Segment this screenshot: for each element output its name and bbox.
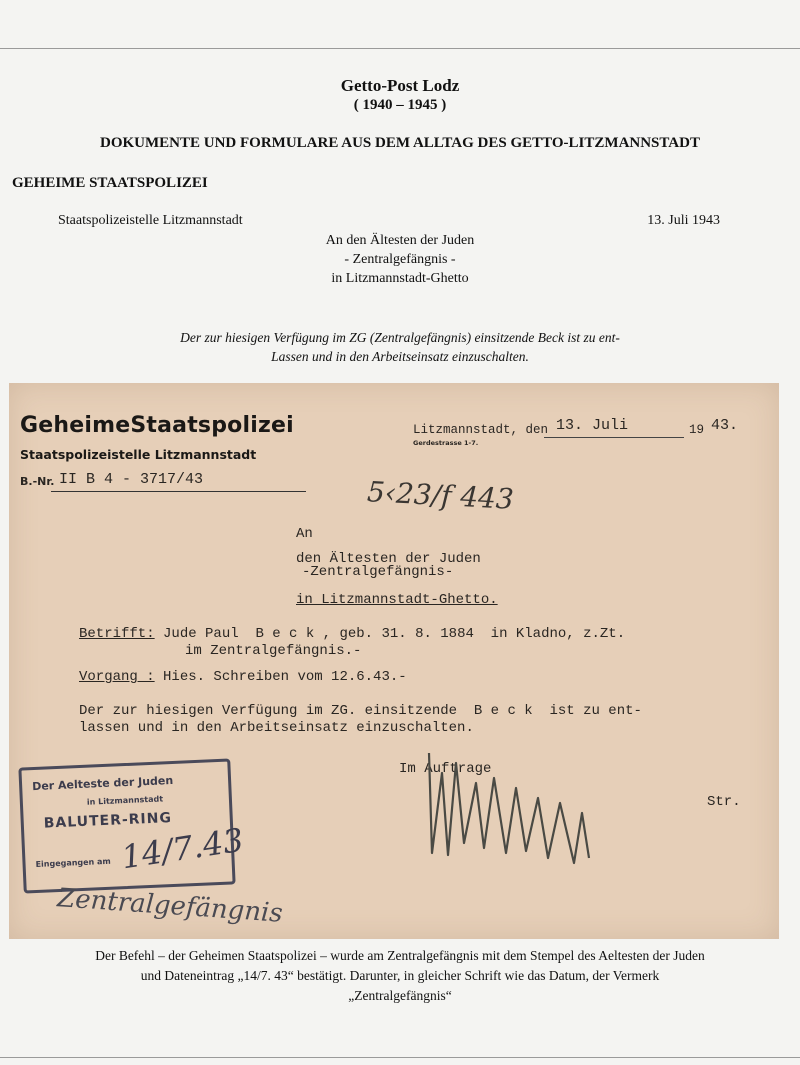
recipient-line-1: den Ältesten der Juden bbox=[296, 551, 481, 567]
caption-line-2: und Dateneintrag „14/7. 43“ bestätigt. Darunter, in gleicher Schrift wie das Datum, der Vermerk bbox=[140, 968, 660, 983]
address-line-2: - Zentralgefängnis - bbox=[344, 252, 456, 267]
letter-year: 43. bbox=[711, 417, 739, 434]
vorgang-label: Vorgang : bbox=[79, 669, 155, 685]
received-stamp bbox=[18, 758, 246, 893]
reference-underline bbox=[51, 491, 306, 492]
im-auftrage: Im Auftrage bbox=[399, 761, 492, 777]
reference-label: B.-Nr. bbox=[20, 475, 55, 488]
page-subtitle: DOKUMENTE UND FORMULARE AUS DEM ALLTAG DES GETTO-LITZMANNSTADT bbox=[100, 135, 700, 151]
date-underline bbox=[544, 437, 684, 438]
handwritten-zentral: Zentralgefängnis bbox=[56, 883, 284, 929]
signature bbox=[414, 743, 604, 873]
letter-street: Gerdestrasse 1-7. bbox=[413, 439, 479, 447]
page-title: Getto-Post Lodz bbox=[340, 76, 460, 95]
body-line-1: Der zur hiesigen Verfügung im ZG. einsitzende B e c k ist zu ent- bbox=[79, 703, 642, 719]
letterhead-title: GeheimeStaatspolizei bbox=[20, 413, 294, 438]
letterhead-subtitle: Staatspolizeistelle Litzmannstadt bbox=[20, 447, 257, 462]
letter-year-prefix: 19 bbox=[689, 423, 705, 437]
recipient-an: An bbox=[296, 526, 313, 542]
stamp-line-4: Eingegangen am bbox=[35, 856, 111, 870]
page-years: ( 1940 – 1945 ) bbox=[353, 97, 447, 113]
body-line-2: lassen und in den Arbeitseinsatz einzuschalten. bbox=[79, 720, 474, 736]
document-date: 13. Juli 1943 bbox=[647, 213, 720, 228]
summary-line-2: Lassen und in den Arbeitseinsatz einzuschalten. bbox=[271, 349, 529, 364]
address-line-3: in Litzmannstadt-Ghetto bbox=[331, 271, 469, 286]
letter-date: 13. Juli bbox=[556, 417, 629, 434]
stamp-line-2: in Litzmannstadt bbox=[86, 794, 164, 807]
address-line-1: An den Ältesten der Juden bbox=[325, 233, 475, 248]
caption-line-1: Der Befehl – der Geheimen Staatspolizei – wurde am Zentralgefängnis mit dem Stempel des Aeltesten der Juden bbox=[95, 948, 705, 963]
betrifft-text: Jude Paul B e c k , geb. 31. 8. 1884 in Kladno, z.Zt. bbox=[154, 626, 626, 642]
handwritten-reference: 5‹23/f 443 bbox=[366, 475, 515, 516]
betrifft-label: Betrifft: bbox=[79, 626, 155, 642]
betrifft-text-2: im Zentralgefängnis.- bbox=[185, 643, 362, 659]
recipient-line-2: -Zentralgefängnis- bbox=[302, 564, 454, 580]
letter-place: Litzmannstadt, den bbox=[413, 423, 549, 437]
department-heading: GEHEIME STAATSPOLIZEI bbox=[12, 175, 208, 191]
letter-scan bbox=[9, 383, 779, 939]
recipient-line-3: in Litzmannstadt-Ghetto. bbox=[296, 592, 498, 608]
stamp-line-3: BALUTER-RING bbox=[43, 810, 173, 832]
str-abbrev: Str. bbox=[707, 794, 741, 810]
stamp-date: 14/7.43 bbox=[118, 820, 246, 877]
office-name: Staatspolizeistelle Litzmannstadt bbox=[58, 213, 243, 228]
summary-line-1: Der zur hiesigen Verfügung im ZG (Zentralgefängnis) einsitzende Beck ist zu ent- bbox=[180, 330, 620, 345]
caption-line-3: „Zentralgefängnis“ bbox=[348, 988, 452, 1003]
vorgang-text: Hies. Schreiben vom 12.6.43.- bbox=[154, 669, 407, 685]
reference-number: II B 4 - 3717/43 bbox=[59, 471, 204, 488]
stamp-line-1: Der Aeltеste der Juden bbox=[31, 773, 174, 794]
